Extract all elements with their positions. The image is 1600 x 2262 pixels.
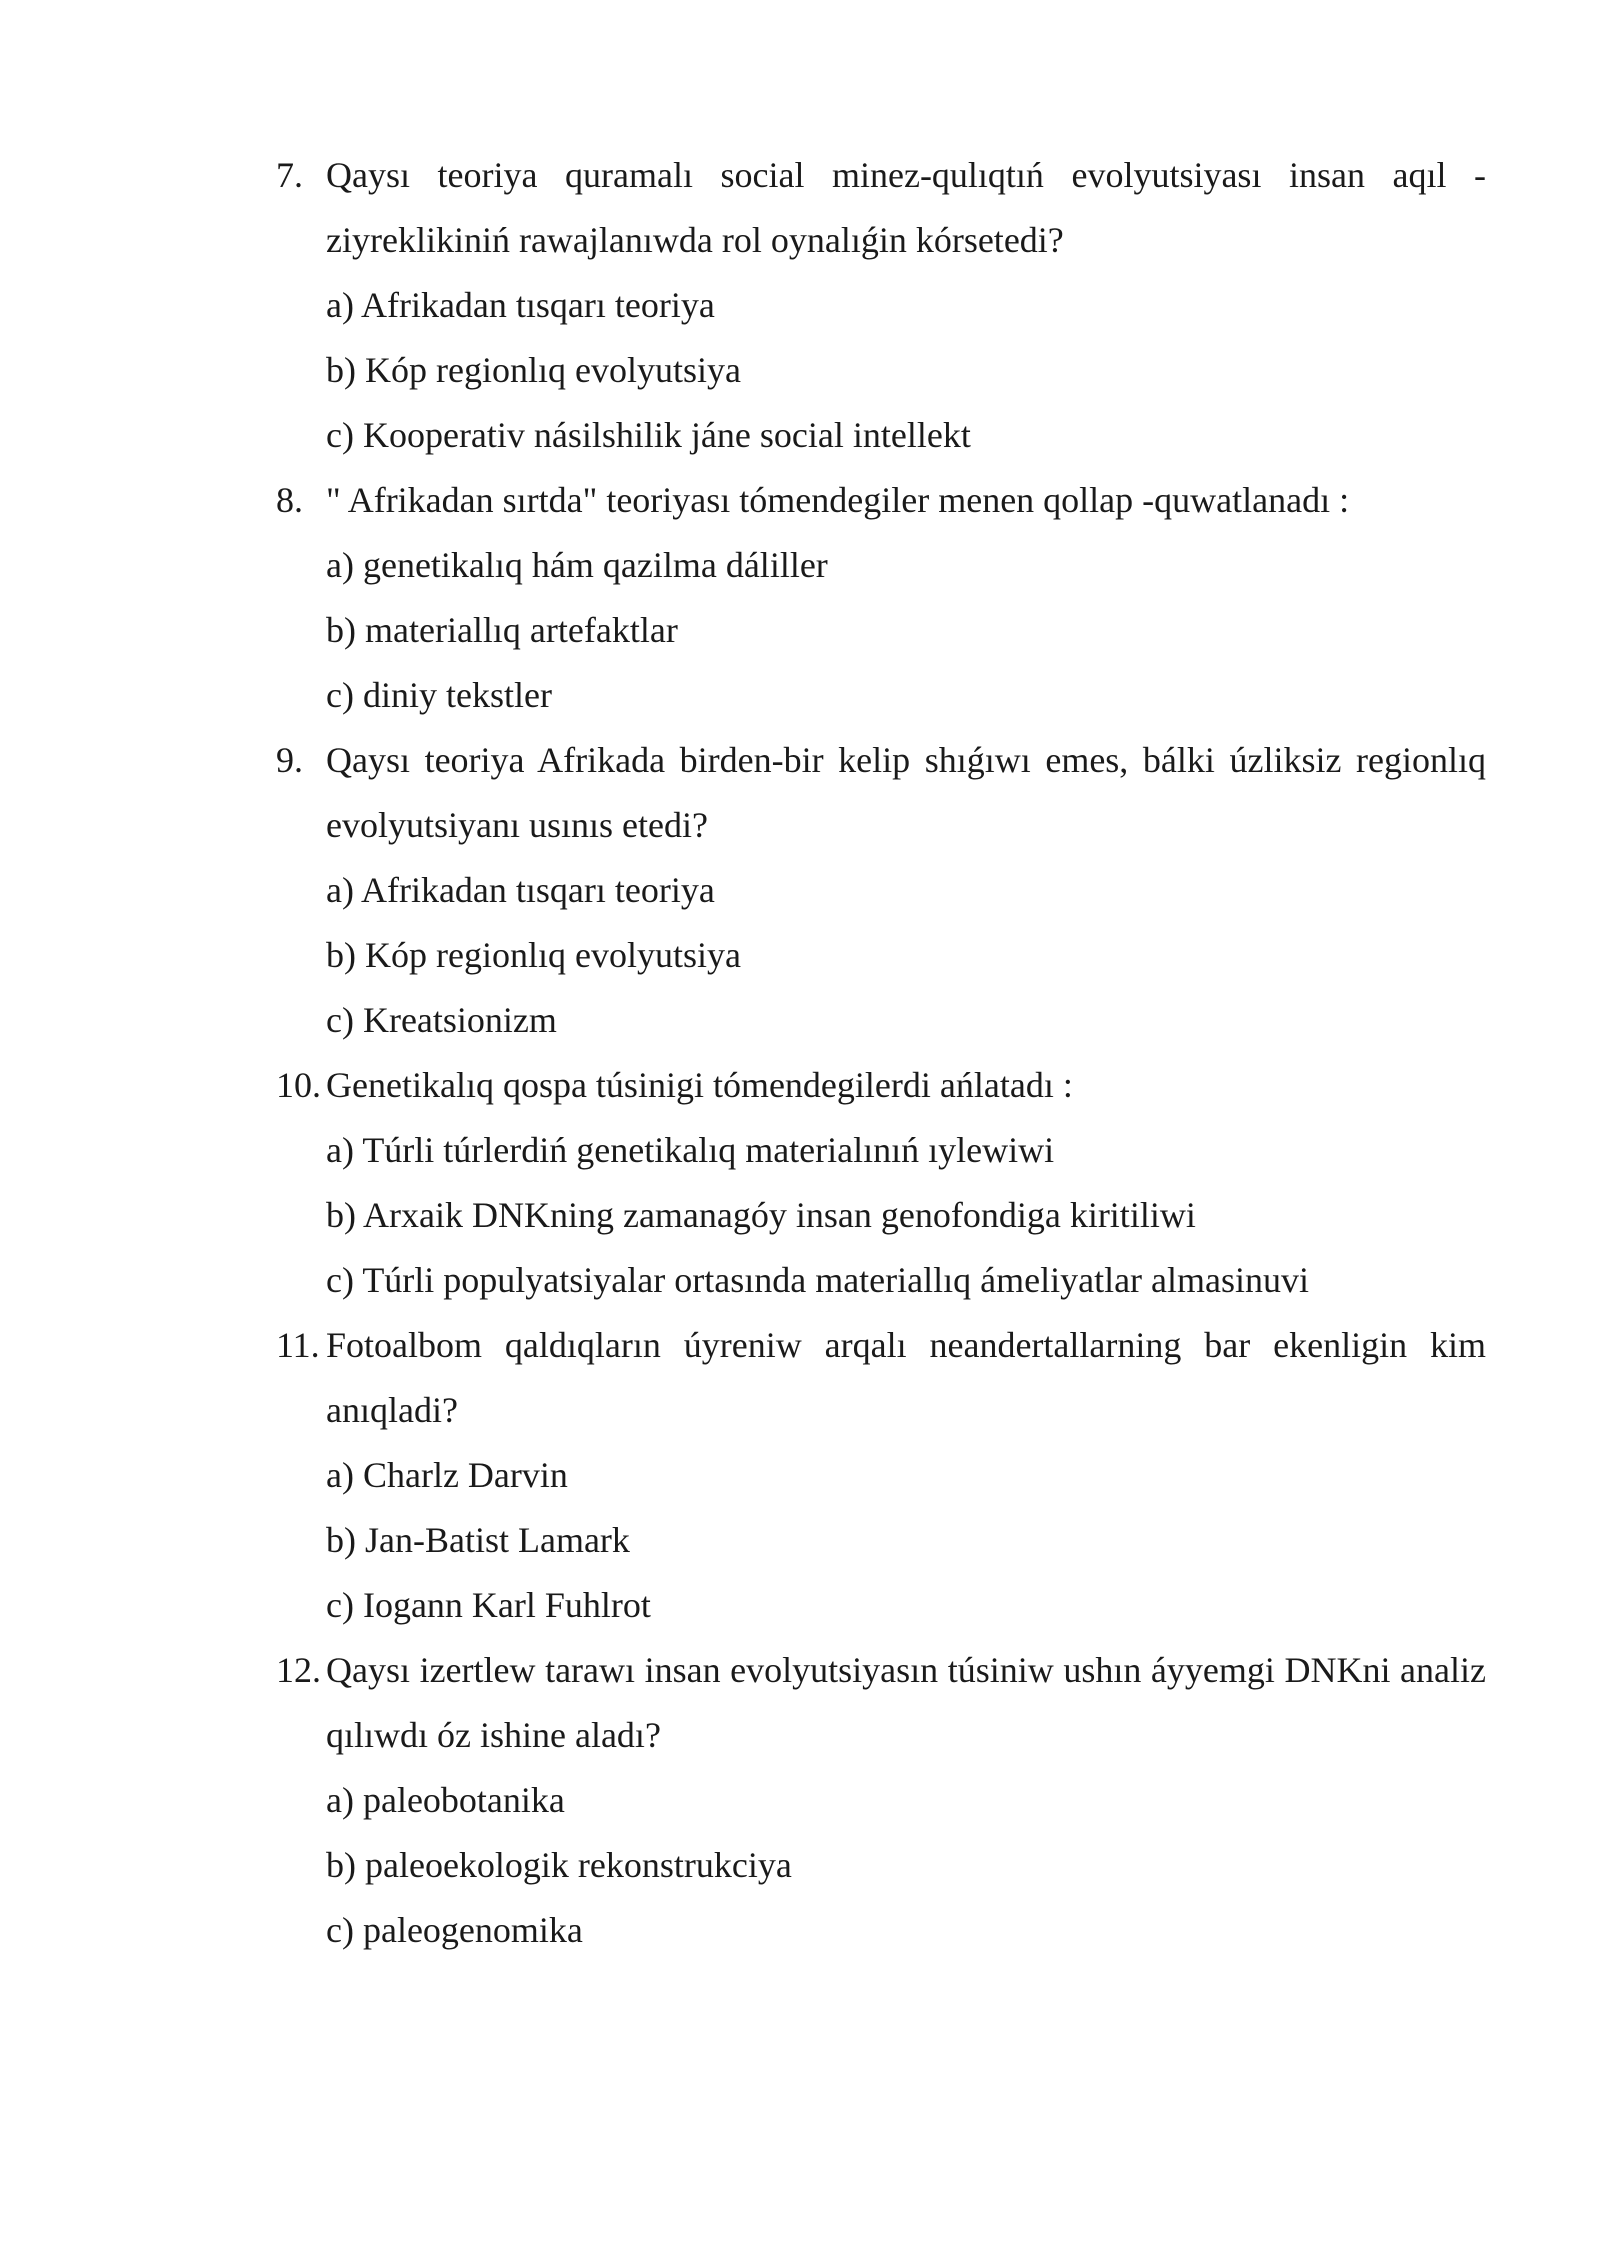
answer-option-c: c) Túrli populyatsiyalar ortasında materiallıq ámeliyatlar almasinuvi (326, 1260, 1310, 1300)
question-number: 9. (276, 740, 303, 780)
question-stem (276, 1053, 1486, 1118)
question-7 (276, 143, 1486, 468)
question-9 (276, 728, 1486, 1053)
answer-option-b: b) Kóp regionlıq evolyutsiya (326, 350, 741, 390)
answer-option-a: a) Afrikadan tısqarı teoriya (326, 285, 715, 325)
answer-option-c: c) paleogenomika (326, 1910, 583, 1950)
answer-option-c: c) Iogann Karl Fuhlrot (326, 1585, 651, 1625)
question-text: " Afrikadan sırtda" teoriyası tómendegiler menen qollap -quwatlanadı : (326, 480, 1350, 520)
answer-option-b: b) Arxaik DNKning zamanagóy insan genofondiga kiritiliwi (326, 1195, 1196, 1235)
question-number: 8. (276, 480, 303, 520)
question-text: Qaysı teoriya quramalı social minez-qulıqtıń evolyutsiyası insan aqıl -ziyreklikiniń rawajlanıwda rol oynalıǵin kórsetedi? (326, 155, 1486, 260)
answer-option-a: a) Túrli túrlerdiń genetikalıq materialınıń ıylewiwi (326, 1130, 1055, 1170)
answer-option-a: a) paleobotanika (326, 1780, 565, 1820)
answer-option-a: a) genetikalıq hám qazilma dáliller (326, 545, 828, 585)
answer-option-c: c) diniy tekstler (326, 675, 552, 715)
question-text: Fotoalbom qaldıqların úyreniw arqalı neandertallarning bar ekenligin kim anıqladi? (326, 1325, 1486, 1430)
question-list (276, 143, 1486, 1963)
question-number: 10. (276, 1065, 321, 1105)
question-text: Qaysı izertlew tarawı insan evolyutsiyasın túsiniw ushın áyyemgi DNKni analiz qılıwdı óz ishine aladı? (326, 1650, 1486, 1755)
answer-option-b: b) paleoekologik rekonstrukciya (326, 1845, 792, 1885)
question-text: Qaysı teoriya Afrikada birden-bir kelip shıǵıwı emes, bálki úzliksiz regionlıq evolyutsiyanı usınıs etedi? (326, 740, 1486, 845)
answer-option-b: b) materiallıq artefaktlar (326, 610, 678, 650)
answer-option-b: b) Kóp regionlıq evolyutsiya (326, 935, 741, 975)
question-stem (276, 468, 1486, 533)
answer-option-c: c) Kooperativ násilshilik jáne social intellekt (326, 415, 971, 455)
question-number: 12. (276, 1650, 321, 1690)
answer-option-a: a) Afrikadan tısqarı teoriya (326, 870, 715, 910)
question-11 (276, 1313, 1486, 1638)
question-8 (276, 468, 1486, 728)
question-number: 11. (276, 1325, 320, 1365)
question-stem (276, 1638, 1486, 1768)
question-stem (276, 143, 1486, 273)
question-stem (276, 1313, 1486, 1443)
question-10 (276, 1053, 1486, 1313)
answer-option-b: b) Jan-Batist Lamark (326, 1520, 630, 1560)
answer-option-c: c) Kreatsionizm (326, 1000, 557, 1040)
answer-option-a: a) Charlz Darvin (326, 1455, 568, 1495)
question-stem (276, 728, 1486, 858)
question-text: Genetikalıq qospa túsinigi tómendegilerdi ańlatadı : (326, 1065, 1073, 1105)
question-12 (276, 1638, 1486, 1963)
question-number: 7. (276, 155, 303, 195)
